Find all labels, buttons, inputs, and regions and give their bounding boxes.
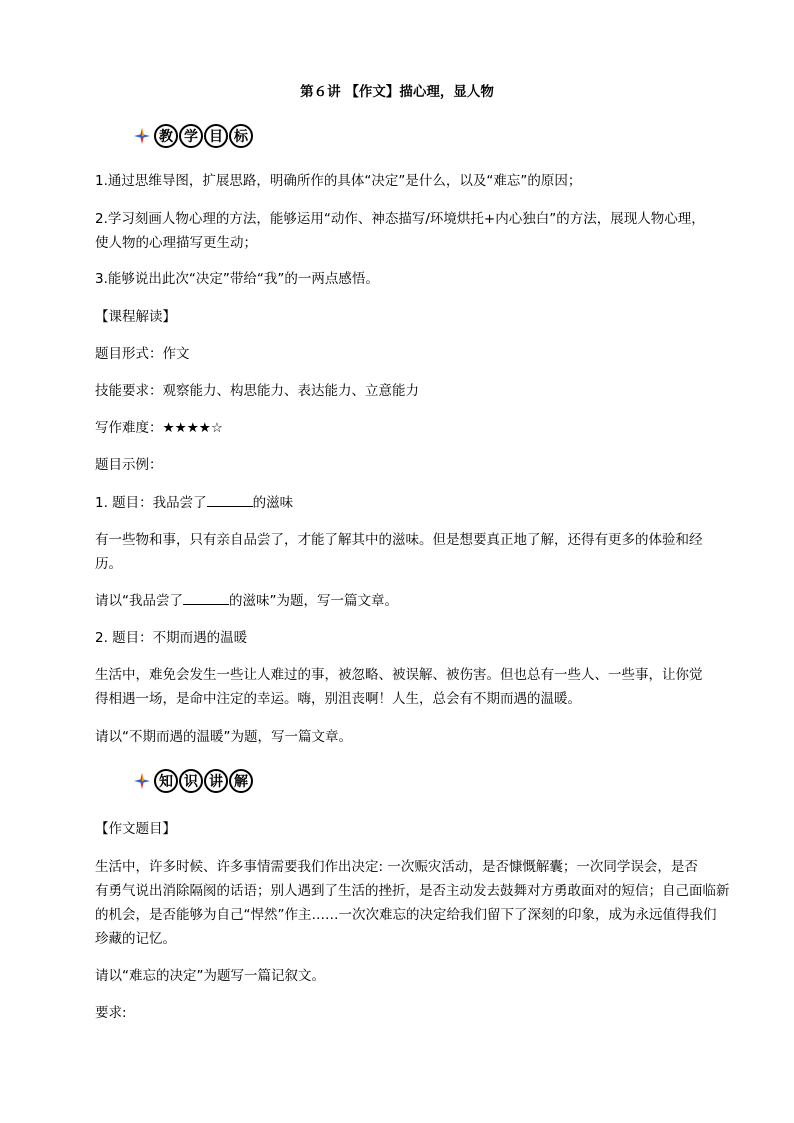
goal-1: 1.通过思维导图，扩展思路，明确所作的具体“决定”是什么，以及“难忘”的原因； xyxy=(95,173,582,189)
example1-title-part: 1. 题目：我品尝了 xyxy=(95,495,207,511)
course-skills: 技能要求：观察能力、构思能力、表达能力、立意能力 xyxy=(95,383,419,399)
example1-title xyxy=(95,490,731,516)
banner-char: 学 xyxy=(179,124,203,148)
example2-prompt: 请以“不期而遇的温暖”为题，写一篇文章。 xyxy=(95,729,352,745)
example1-title-part: 的滋味 xyxy=(252,495,294,511)
example2-title: 2. 题目：不期而遇的温暖 xyxy=(95,630,248,646)
section-banner-teaching-goals xyxy=(132,122,254,150)
goal-2-cont: 使人物的心理描写更生动； xyxy=(95,235,257,251)
banner-char: 讲 xyxy=(204,769,228,793)
essay-text-1: 生活中，许多时候、许多事情需要我们作出决定: 一次赈灾活动，是否慷慨解囊；一次同学误会，是否 xyxy=(95,859,698,875)
banner-char: 标 xyxy=(229,124,253,148)
fill-blank xyxy=(183,592,229,605)
essay-text-4: 珍藏的记忆。 xyxy=(95,931,176,947)
compass-star-icon xyxy=(132,126,152,146)
example1-prompt-part: 请以“我品尝了 xyxy=(95,593,183,609)
essay-text-2: 有勇气说出消除隔阂的话语；别人遇到了生活的挫折，是否主动发去鼓舞对方勇敢面对的短信；自己面临新 xyxy=(95,883,730,899)
goal-3: 3.能够说出此次“决定”带给“我”的一两点感悟。 xyxy=(95,271,379,287)
banner-char: 知 xyxy=(154,769,178,793)
essay-heading: 【作文题目】 xyxy=(95,821,176,837)
example1-prompt xyxy=(95,588,731,614)
example2-text-cont: 得相遇一场，是命中注定的幸运。嗨，别沮丧啊！人生，总会有不期而遇的温暖。 xyxy=(95,691,581,707)
compass-star-icon xyxy=(132,771,152,791)
example1-text-cont: 历。 xyxy=(95,556,122,572)
banner-char: 目 xyxy=(204,124,228,148)
course-form: 题目形式：作文 xyxy=(95,346,190,362)
course-heading: 【课程解读】 xyxy=(95,309,176,325)
essay-requirements: 要求: xyxy=(95,1005,127,1021)
page-title: 第６讲 【作文】描心理，显人物 xyxy=(300,84,494,100)
course-difficulty: 写作难度：★★★★☆ xyxy=(95,420,224,436)
section-banner-knowledge xyxy=(132,767,254,795)
essay-text-3: 的机会，是否能够为自己“悍然”作主……一次次难忘的决定给我们留下了深刻的印象，成为永远值得我们 xyxy=(95,907,717,923)
goal-2: 2.学习刻画人物心理的方法，能够运用“动作、神态描写/环境烘托+内心独白”的方法，展现人物心理， xyxy=(95,211,705,227)
fill-blank xyxy=(207,494,253,507)
examples-label: 题目示例： xyxy=(95,457,163,473)
example1-prompt-part: 的滋味”为题，写一篇文章。 xyxy=(229,593,398,609)
example2-text: 生活中，难免会发生一些让人难过的事，被忽略、被误解、被伤害。但也总有一些人、一些事，让你觉 xyxy=(95,667,703,683)
essay-prompt: 请以“难忘的决定”为题写一篇记叙文。 xyxy=(95,968,325,984)
example1-text: 有一些物和事，只有亲自品尝了，才能了解其中的滋味。但是想要真正地了解，还得有更多的体验和经 xyxy=(95,532,703,548)
banner-char: 教 xyxy=(154,124,178,148)
banner-char: 识 xyxy=(179,769,203,793)
banner-char: 解 xyxy=(229,769,253,793)
